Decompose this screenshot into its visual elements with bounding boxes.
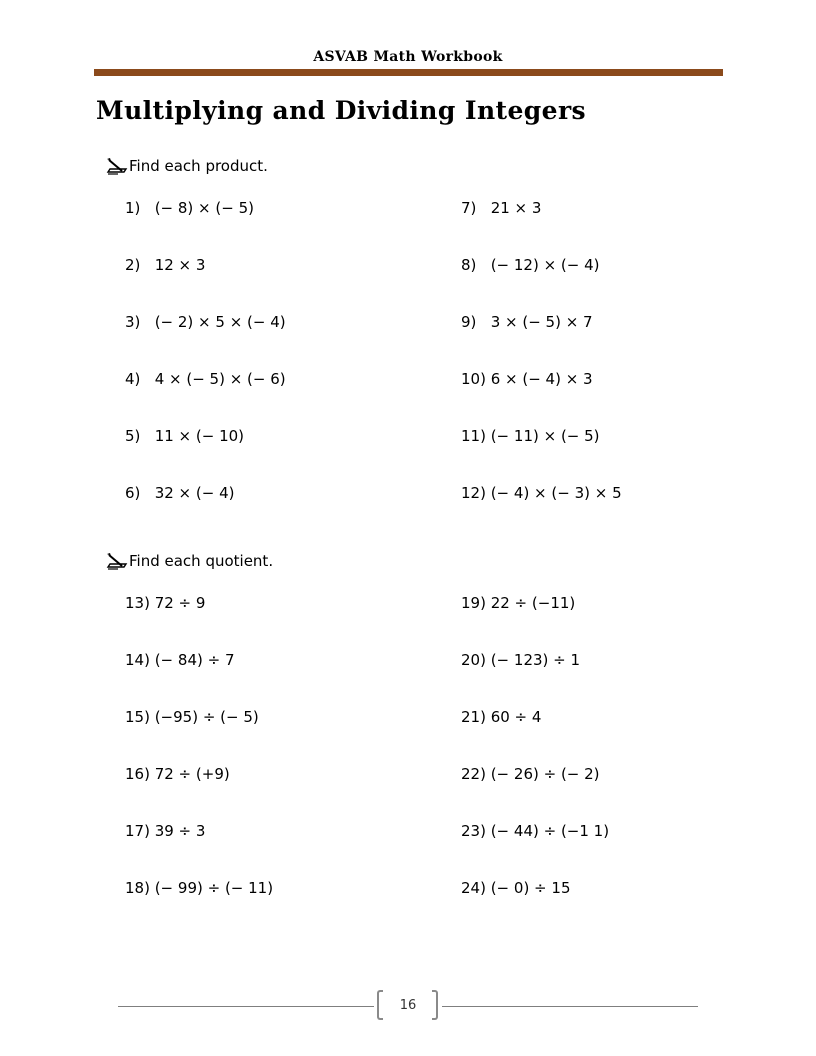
problem-6: 6) 32 × (− 4)	[125, 484, 235, 502]
problem-13: 13) 72 ÷ 9	[125, 594, 206, 612]
problem-2: 2) 12 × 3	[125, 256, 206, 274]
problem-4: 4) 4 × (− 5) × (− 6)	[125, 370, 286, 388]
problem-8: 8) (− 12) × (− 4)	[461, 256, 600, 274]
pencil-writing-icon	[106, 157, 128, 175]
problem-16: 16) 72 ÷ (+9)	[125, 765, 230, 783]
problem-3: 3) (− 2) × 5 × (− 4)	[125, 313, 286, 331]
problem-21: 21) 60 ÷ 4	[461, 708, 542, 726]
page-title: Multiplying and Dividing Integers	[96, 96, 587, 125]
problem-18: 18) (− 99) ÷ (− 11)	[125, 879, 274, 897]
section-heading-products	[106, 155, 268, 177]
problem-19: 19) 22 ÷ (−11)	[461, 594, 576, 612]
problem-24: 24) (− 0) ÷ 15	[461, 879, 571, 897]
problem-14: 14) (− 84) ÷ 7	[125, 651, 235, 669]
header-rule	[94, 69, 723, 76]
problem-20: 20) (− 123) ÷ 1	[461, 651, 581, 669]
problem-11: 11) (− 11) × (− 5)	[461, 427, 600, 445]
footer-rule-right	[442, 1006, 698, 1007]
header-title: ASVAB Math Workbook	[313, 49, 503, 65]
problem-7: 7) 21 × 3	[461, 199, 542, 217]
problem-23: 23) (− 44) ÷ (−1 1)	[461, 822, 610, 840]
footer-bracket-left	[377, 990, 383, 1020]
problem-17: 17) 39 ÷ 3	[125, 822, 206, 840]
problem-12: 12) (− 4) × (− 3) × 5	[461, 484, 622, 502]
section-heading-quotients	[106, 550, 273, 572]
section-heading-text: Find each quotient.	[129, 552, 274, 570]
page-number: 16	[399, 998, 417, 1013]
footer-bracket-right	[432, 990, 438, 1020]
problem-5: 5) 11 × (− 10)	[125, 427, 245, 445]
problem-10: 10) 6 × (− 4) × 3	[461, 370, 593, 388]
pencil-writing-icon	[106, 552, 128, 570]
footer-rule-left	[118, 1006, 374, 1007]
problem-22: 22) (− 26) ÷ (− 2)	[461, 765, 600, 783]
problem-9: 9) 3 × (− 5) × 7	[461, 313, 593, 331]
problem-1: 1) (− 8) × (− 5)	[125, 199, 254, 217]
section-heading-text: Find each product.	[129, 157, 268, 175]
problem-15: 15) (−95) ÷ (− 5)	[125, 708, 259, 726]
